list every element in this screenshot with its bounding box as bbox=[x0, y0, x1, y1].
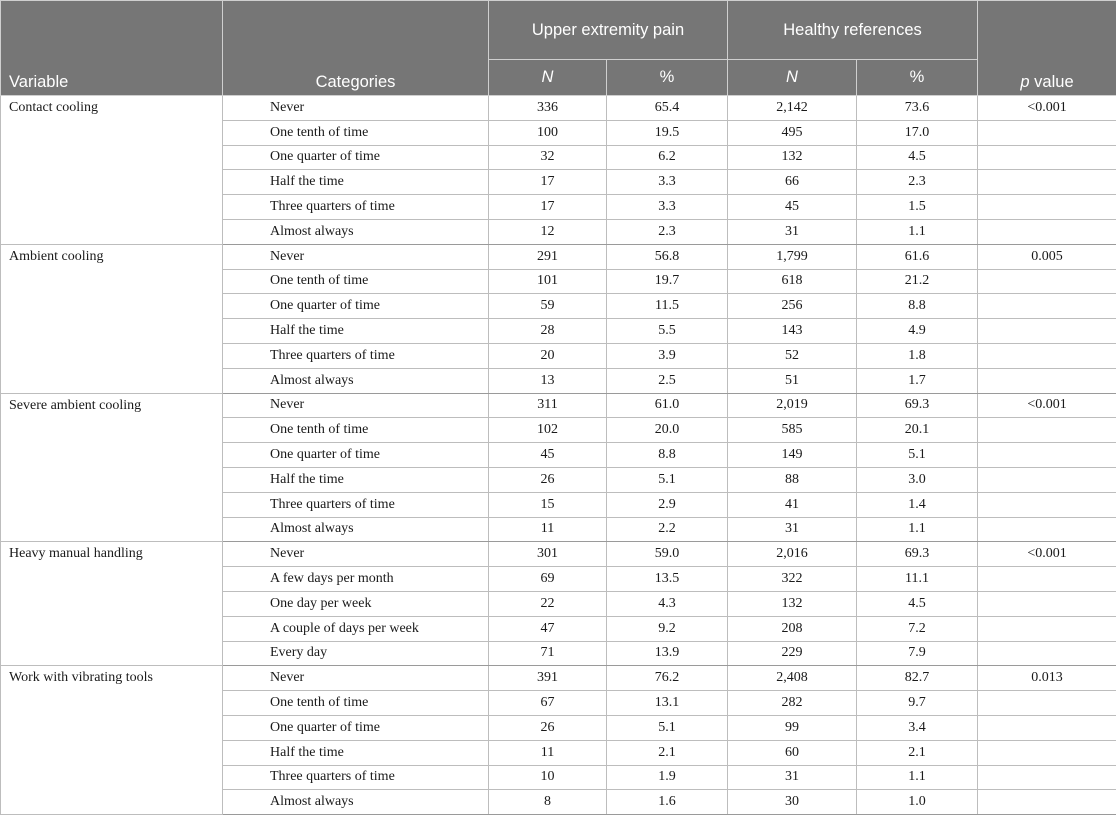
healthy-n-cell: 282 bbox=[728, 691, 857, 716]
upper-pct-cell: 1.9 bbox=[607, 765, 728, 790]
p-value-cell bbox=[978, 691, 1116, 716]
healthy-n-cell: 256 bbox=[728, 294, 857, 319]
p-value-cell bbox=[978, 368, 1116, 393]
p-value-cell bbox=[978, 790, 1116, 815]
healthy-n-cell: 2,408 bbox=[728, 666, 857, 691]
category-cell: Half the time bbox=[223, 170, 489, 195]
p-value-cell bbox=[978, 145, 1116, 170]
p-value-cell bbox=[978, 591, 1116, 616]
upper-n-cell: 100 bbox=[489, 120, 607, 145]
healthy-pct-cell: 5.1 bbox=[857, 443, 978, 468]
p-value-cell bbox=[978, 467, 1116, 492]
category-cell: One quarter of time bbox=[223, 145, 489, 170]
p-value-cell: 0.005 bbox=[978, 244, 1116, 269]
p-value-cell: <0.001 bbox=[978, 96, 1116, 121]
upper-pct-cell: 3.9 bbox=[607, 343, 728, 368]
upper-pct-cell: 65.4 bbox=[607, 96, 728, 121]
healthy-n-cell: 52 bbox=[728, 343, 857, 368]
variable-cell: Severe ambient cooling bbox=[1, 393, 223, 542]
p-value-cell bbox=[978, 195, 1116, 220]
healthy-n-cell: 1,799 bbox=[728, 244, 857, 269]
healthy-n-cell: 585 bbox=[728, 418, 857, 443]
p-value-cell bbox=[978, 219, 1116, 244]
p-value-cell bbox=[978, 492, 1116, 517]
p-value-cell bbox=[978, 765, 1116, 790]
healthy-pct-cell: 17.0 bbox=[857, 120, 978, 145]
healthy-pct-cell: 4.9 bbox=[857, 319, 978, 344]
upper-n-cell: 67 bbox=[489, 691, 607, 716]
header-p-letter: p bbox=[1020, 73, 1030, 91]
upper-pct-cell: 19.5 bbox=[607, 120, 728, 145]
category-cell: Never bbox=[223, 542, 489, 567]
healthy-pct-cell: 1.1 bbox=[857, 517, 978, 542]
category-cell: A few days per month bbox=[223, 567, 489, 592]
upper-pct-cell: 3.3 bbox=[607, 195, 728, 220]
table-row bbox=[1, 666, 1116, 691]
upper-pct-cell: 76.2 bbox=[607, 666, 728, 691]
healthy-n-cell: 322 bbox=[728, 567, 857, 592]
healthy-pct-cell: 2.1 bbox=[857, 740, 978, 765]
category-cell: Every day bbox=[223, 641, 489, 666]
upper-pct-cell: 4.3 bbox=[607, 591, 728, 616]
healthy-pct-cell: 7.9 bbox=[857, 641, 978, 666]
healthy-n-cell: 30 bbox=[728, 790, 857, 815]
category-cell: One tenth of time bbox=[223, 691, 489, 716]
healthy-n-cell: 51 bbox=[728, 368, 857, 393]
variable-cell: Contact cooling bbox=[1, 96, 223, 245]
upper-pct-cell: 13.9 bbox=[607, 641, 728, 666]
p-value-cell bbox=[978, 641, 1116, 666]
healthy-pct-cell: 69.3 bbox=[857, 393, 978, 418]
upper-n-cell: 8 bbox=[489, 790, 607, 815]
healthy-pct-cell: 1.1 bbox=[857, 765, 978, 790]
p-value-cell bbox=[978, 343, 1116, 368]
p-value-cell: <0.001 bbox=[978, 542, 1116, 567]
p-value-cell bbox=[978, 269, 1116, 294]
p-value-cell bbox=[978, 517, 1116, 542]
healthy-n-cell: 2,142 bbox=[728, 96, 857, 121]
healthy-n-cell: 149 bbox=[728, 443, 857, 468]
table-row bbox=[1, 393, 1116, 418]
upper-n-cell: 32 bbox=[489, 145, 607, 170]
healthy-n-cell: 132 bbox=[728, 145, 857, 170]
table-header bbox=[1, 1, 1116, 96]
upper-n-cell: 26 bbox=[489, 467, 607, 492]
upper-n-cell: 47 bbox=[489, 616, 607, 641]
category-cell: Almost always bbox=[223, 517, 489, 542]
healthy-pct-cell: 1.1 bbox=[857, 219, 978, 244]
category-cell: Never bbox=[223, 666, 489, 691]
p-value-cell bbox=[978, 443, 1116, 468]
category-cell: One quarter of time bbox=[223, 443, 489, 468]
variable-cell: Work with vibrating tools bbox=[1, 666, 223, 815]
healthy-pct-cell: 82.7 bbox=[857, 666, 978, 691]
upper-pct-cell: 2.9 bbox=[607, 492, 728, 517]
category-cell: One day per week bbox=[223, 591, 489, 616]
header-n-healthy: N bbox=[728, 60, 857, 96]
healthy-pct-cell: 61.6 bbox=[857, 244, 978, 269]
category-cell: Never bbox=[223, 393, 489, 418]
healthy-pct-cell: 21.2 bbox=[857, 269, 978, 294]
healthy-n-cell: 2,016 bbox=[728, 542, 857, 567]
header-n-upper: N bbox=[489, 60, 607, 96]
healthy-pct-cell: 1.7 bbox=[857, 368, 978, 393]
p-value-cell bbox=[978, 294, 1116, 319]
upper-pct-cell: 5.5 bbox=[607, 319, 728, 344]
healthy-pct-cell: 20.1 bbox=[857, 418, 978, 443]
p-value-cell bbox=[978, 418, 1116, 443]
category-cell: One tenth of time bbox=[223, 418, 489, 443]
healthy-pct-cell: 1.4 bbox=[857, 492, 978, 517]
upper-n-cell: 59 bbox=[489, 294, 607, 319]
category-cell: Almost always bbox=[223, 790, 489, 815]
upper-n-cell: 69 bbox=[489, 567, 607, 592]
healthy-pct-cell: 9.7 bbox=[857, 691, 978, 716]
healthy-pct-cell: 4.5 bbox=[857, 591, 978, 616]
healthy-n-cell: 229 bbox=[728, 641, 857, 666]
healthy-n-cell: 618 bbox=[728, 269, 857, 294]
healthy-n-cell: 66 bbox=[728, 170, 857, 195]
upper-n-cell: 336 bbox=[489, 96, 607, 121]
upper-n-cell: 311 bbox=[489, 393, 607, 418]
header-pct-upper: % bbox=[607, 60, 728, 96]
upper-pct-cell: 61.0 bbox=[607, 393, 728, 418]
category-cell: A couple of days per week bbox=[223, 616, 489, 641]
upper-pct-cell: 19.7 bbox=[607, 269, 728, 294]
upper-pct-cell: 2.1 bbox=[607, 740, 728, 765]
healthy-pct-cell: 8.8 bbox=[857, 294, 978, 319]
header-p-value bbox=[978, 1, 1116, 96]
header-pct-healthy: % bbox=[857, 60, 978, 96]
upper-pct-cell: 20.0 bbox=[607, 418, 728, 443]
upper-pct-cell: 5.1 bbox=[607, 467, 728, 492]
healthy-n-cell: 31 bbox=[728, 765, 857, 790]
healthy-n-cell: 45 bbox=[728, 195, 857, 220]
upper-n-cell: 26 bbox=[489, 715, 607, 740]
upper-n-cell: 71 bbox=[489, 641, 607, 666]
healthy-pct-cell: 4.5 bbox=[857, 145, 978, 170]
table-row bbox=[1, 542, 1116, 567]
healthy-pct-cell: 69.3 bbox=[857, 542, 978, 567]
upper-pct-cell: 56.8 bbox=[607, 244, 728, 269]
upper-n-cell: 22 bbox=[489, 591, 607, 616]
p-value-cell bbox=[978, 715, 1116, 740]
table-row bbox=[1, 244, 1116, 269]
p-value-cell bbox=[978, 170, 1116, 195]
header-upper-extremity-pain: Upper extremity pain bbox=[489, 1, 728, 60]
upper-n-cell: 17 bbox=[489, 170, 607, 195]
category-cell: Half the time bbox=[223, 740, 489, 765]
variable-cell: Ambient cooling bbox=[1, 244, 223, 393]
header-categories: Categories bbox=[223, 1, 489, 96]
table-body bbox=[1, 96, 1116, 815]
upper-pct-cell: 2.3 bbox=[607, 219, 728, 244]
upper-n-cell: 45 bbox=[489, 443, 607, 468]
category-cell: One quarter of time bbox=[223, 715, 489, 740]
healthy-n-cell: 132 bbox=[728, 591, 857, 616]
header-variable: Variable bbox=[1, 1, 223, 96]
upper-n-cell: 102 bbox=[489, 418, 607, 443]
healthy-n-cell: 143 bbox=[728, 319, 857, 344]
healthy-pct-cell: 1.8 bbox=[857, 343, 978, 368]
header-healthy-references: Healthy references bbox=[728, 1, 978, 60]
upper-pct-cell: 13.5 bbox=[607, 567, 728, 592]
p-value-cell: 0.013 bbox=[978, 666, 1116, 691]
category-cell: Half the time bbox=[223, 467, 489, 492]
healthy-n-cell: 31 bbox=[728, 517, 857, 542]
upper-pct-cell: 1.6 bbox=[607, 790, 728, 815]
p-value-cell bbox=[978, 740, 1116, 765]
upper-pct-cell: 11.5 bbox=[607, 294, 728, 319]
variable-cell: Heavy manual handling bbox=[1, 542, 223, 666]
upper-n-cell: 301 bbox=[489, 542, 607, 567]
upper-n-cell: 17 bbox=[489, 195, 607, 220]
category-cell: Never bbox=[223, 96, 489, 121]
upper-n-cell: 101 bbox=[489, 269, 607, 294]
upper-n-cell: 28 bbox=[489, 319, 607, 344]
category-cell: One tenth of time bbox=[223, 269, 489, 294]
upper-n-cell: 11 bbox=[489, 740, 607, 765]
healthy-n-cell: 208 bbox=[728, 616, 857, 641]
category-cell: Almost always bbox=[223, 219, 489, 244]
category-cell: One tenth of time bbox=[223, 120, 489, 145]
upper-n-cell: 391 bbox=[489, 666, 607, 691]
upper-n-cell: 10 bbox=[489, 765, 607, 790]
upper-pct-cell: 6.2 bbox=[607, 145, 728, 170]
healthy-pct-cell: 7.2 bbox=[857, 616, 978, 641]
table-row bbox=[1, 96, 1116, 121]
healthy-pct-cell: 2.3 bbox=[857, 170, 978, 195]
healthy-n-cell: 31 bbox=[728, 219, 857, 244]
p-value-cell bbox=[978, 120, 1116, 145]
p-value-cell bbox=[978, 319, 1116, 344]
upper-pct-cell: 13.1 bbox=[607, 691, 728, 716]
upper-pct-cell: 2.2 bbox=[607, 517, 728, 542]
category-cell: Half the time bbox=[223, 319, 489, 344]
healthy-n-cell: 2,019 bbox=[728, 393, 857, 418]
healthy-n-cell: 41 bbox=[728, 492, 857, 517]
category-cell: Three quarters of time bbox=[223, 765, 489, 790]
upper-n-cell: 12 bbox=[489, 219, 607, 244]
upper-pct-cell: 59.0 bbox=[607, 542, 728, 567]
p-value-cell: <0.001 bbox=[978, 393, 1116, 418]
category-cell: Three quarters of time bbox=[223, 343, 489, 368]
healthy-n-cell: 99 bbox=[728, 715, 857, 740]
category-cell: Never bbox=[223, 244, 489, 269]
upper-n-cell: 13 bbox=[489, 368, 607, 393]
upper-pct-cell: 5.1 bbox=[607, 715, 728, 740]
upper-pct-cell: 9.2 bbox=[607, 616, 728, 641]
healthy-n-cell: 60 bbox=[728, 740, 857, 765]
category-cell: Almost always bbox=[223, 368, 489, 393]
p-value-cell bbox=[978, 616, 1116, 641]
healthy-pct-cell: 1.5 bbox=[857, 195, 978, 220]
header-p-suffix: value bbox=[1029, 73, 1074, 91]
category-cell: One quarter of time bbox=[223, 294, 489, 319]
healthy-pct-cell: 1.0 bbox=[857, 790, 978, 815]
category-cell: Three quarters of time bbox=[223, 492, 489, 517]
upper-n-cell: 291 bbox=[489, 244, 607, 269]
upper-n-cell: 20 bbox=[489, 343, 607, 368]
healthy-n-cell: 495 bbox=[728, 120, 857, 145]
upper-pct-cell: 8.8 bbox=[607, 443, 728, 468]
healthy-pct-cell: 11.1 bbox=[857, 567, 978, 592]
upper-pct-cell: 2.5 bbox=[607, 368, 728, 393]
category-cell: Three quarters of time bbox=[223, 195, 489, 220]
healthy-pct-cell: 3.0 bbox=[857, 467, 978, 492]
healthy-n-cell: 88 bbox=[728, 467, 857, 492]
upper-n-cell: 11 bbox=[489, 517, 607, 542]
upper-pct-cell: 3.3 bbox=[607, 170, 728, 195]
healthy-pct-cell: 3.4 bbox=[857, 715, 978, 740]
upper-n-cell: 15 bbox=[489, 492, 607, 517]
p-value-cell bbox=[978, 567, 1116, 592]
healthy-pct-cell: 73.6 bbox=[857, 96, 978, 121]
